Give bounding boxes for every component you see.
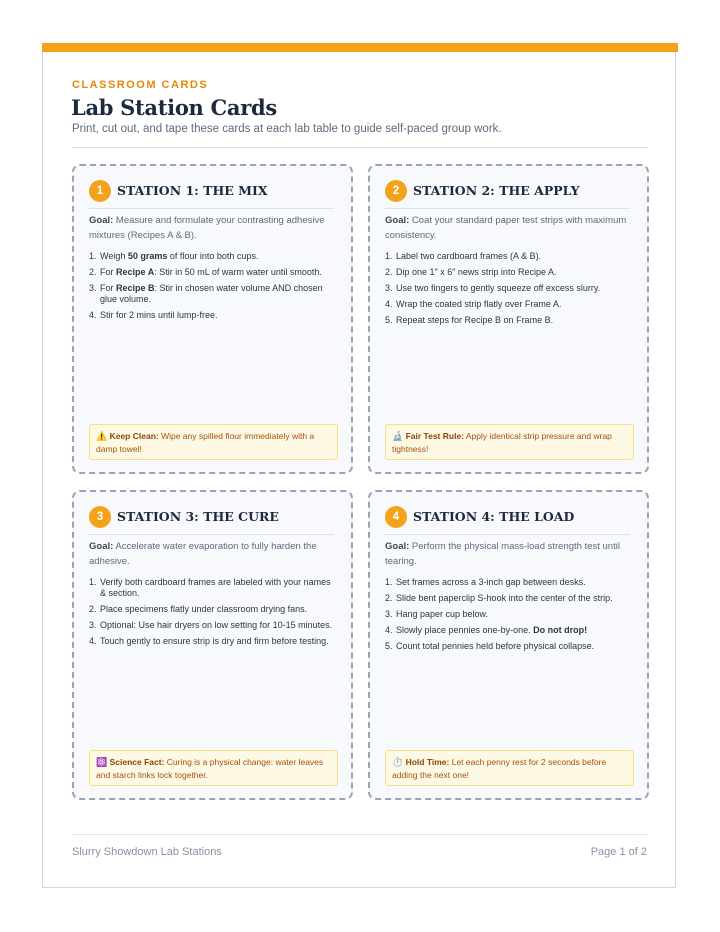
step-text: Repeat steps for Recipe B on Frame B.: [396, 315, 554, 325]
station-goal: [385, 213, 635, 243]
step-emphasis: Recipe B: [116, 283, 155, 293]
station-goal: [385, 539, 635, 569]
step-number: 4.: [385, 299, 393, 309]
step-number: 1.: [385, 577, 393, 587]
list-item: [385, 315, 633, 326]
station-callout: [89, 750, 338, 786]
station-callout: [385, 750, 634, 786]
list-item: [385, 283, 633, 294]
step-list: [385, 251, 633, 331]
step-text: Label two cardboard frames (A & B).: [396, 251, 542, 261]
list-item: [385, 625, 633, 636]
step-text: Weigh: [100, 251, 128, 261]
list-item: [385, 251, 633, 262]
callout-label: Keep Clean:: [109, 431, 159, 441]
step-number: 1.: [89, 577, 97, 587]
footer-divider: [72, 834, 648, 835]
step-number: 4.: [385, 625, 393, 635]
goal-label: Goal:: [89, 215, 114, 226]
list-item: [385, 299, 633, 310]
accent-bar: [42, 43, 678, 52]
goal-text: Coat your standard paper test strips with maximum consistency.: [385, 215, 627, 241]
step-text: Use two fingers to gently squeeze off excess slurry.: [396, 283, 601, 293]
footer-title: Slurry Showdown Lab Stations: [72, 846, 222, 858]
step-text: Stir for 2 mins until lump-free.: [100, 310, 218, 320]
step-number: 3.: [89, 283, 97, 293]
callout-text: Let each penny rest for 2 seconds before adding the next one!: [392, 757, 607, 780]
step-list: [385, 577, 633, 657]
step-number: 2.: [89, 604, 97, 614]
step-emphasis: 50 grams: [127, 251, 168, 261]
goal-text: Perform the physical mass-load strength test until tearing.: [385, 541, 620, 567]
step-text: Set frames across a 3-inch gap between desks.: [396, 577, 586, 587]
station-goal: [89, 539, 339, 569]
page: [42, 43, 676, 888]
kicker: CLASSROOM CARDS: [72, 79, 209, 91]
station-title: STATION 1: THE MIX: [117, 183, 268, 198]
station-divider: [385, 208, 630, 209]
station-divider: [385, 534, 630, 535]
list-item: [385, 593, 633, 604]
step-text: Hang paper cup below.: [396, 609, 489, 619]
list-item: [89, 636, 337, 647]
list-item: [89, 310, 337, 321]
step-text-end: : Stir in 50 mL of warm water until smooth.: [154, 267, 322, 277]
list-item: [89, 604, 337, 615]
station-card-2: [368, 164, 649, 474]
step-text: Verify both cardboard frames are labeled with your names & section.: [100, 577, 331, 598]
step-text: Wrap the coated strip flatly over Frame A.: [396, 299, 562, 309]
station-title: STATION 2: THE APPLY: [413, 183, 580, 198]
station-card-3: [72, 490, 353, 800]
step-number: 3.: [385, 609, 393, 619]
goal-label: Goal:: [89, 541, 114, 552]
step-number: 4.: [89, 310, 97, 320]
step-number: 1.: [385, 251, 393, 261]
callout-text: Wipe any spilled flour immediately with a damp towel!: [96, 431, 315, 454]
step-number: 5.: [385, 641, 393, 651]
page-subtitle: Print, cut out, and tape these cards at each lab table to guide self-paced group work.: [72, 123, 502, 135]
stopwatch-icon: ⏱️: [392, 758, 404, 768]
list-item: [89, 283, 337, 305]
atom-icon: ⚛️: [96, 758, 108, 768]
list-item: [89, 620, 337, 631]
station-number-badge: 2: [385, 180, 407, 202]
station-number-badge: 4: [385, 506, 407, 528]
callout-label: Fair Test Rule:: [405, 431, 465, 441]
step-number: 3.: [385, 283, 393, 293]
step-text: Place specimens flatly under classroom drying fans.: [100, 604, 308, 614]
callout-label: Hold Time:: [405, 757, 450, 767]
step-text: Slide bent paperclip S-hook into the center of the strip.: [396, 593, 613, 603]
list-item: [89, 251, 337, 262]
list-item: [385, 641, 633, 652]
step-text: For: [100, 283, 117, 293]
step-number: 2.: [385, 593, 393, 603]
step-text: Optional: Use hair dryers on low setting for 10-15 minutes.: [100, 620, 333, 630]
station-title: STATION 4: THE LOAD: [413, 509, 575, 524]
station-number-badge: 1: [89, 180, 111, 202]
list-item: [385, 609, 633, 620]
goal-text: Accelerate water evaporation to fully harden the adhesive.: [89, 541, 317, 567]
list-item: [89, 577, 337, 599]
goal-text: Measure and formulate your contrasting adhesive mixtures (Recipes A & B).: [89, 215, 325, 241]
step-number: 2.: [385, 267, 393, 277]
goal-label: Goal:: [385, 541, 410, 552]
step-text-end: : Stir in chosen water volume AND chosen glue volume.: [100, 283, 323, 304]
step-emphasis: Do not drop!: [533, 625, 588, 635]
step-text: Dip one 1" x 6" news strip into Recipe A.: [396, 267, 557, 277]
step-number: 4.: [89, 636, 97, 646]
callout-text: Apply identical strip pressure and wrap tightness!: [392, 431, 612, 454]
station-card-1: [72, 164, 353, 474]
step-text: For: [100, 267, 117, 277]
step-text-end: of flour into both cups.: [167, 251, 259, 261]
step-list: [89, 577, 337, 652]
step-text: Count total pennies held before physical collapse.: [396, 641, 595, 651]
list-item: [385, 267, 633, 278]
goal-label: Goal:: [385, 215, 410, 226]
warning-icon: ⚠️: [96, 432, 108, 442]
step-list: [89, 251, 337, 326]
step-text: Touch gently to ensure strip is dry and firm before testing.: [100, 636, 329, 646]
station-divider: [89, 208, 334, 209]
step-number: 1.: [89, 251, 97, 261]
step-number: 3.: [89, 620, 97, 630]
step-number: 5.: [385, 315, 393, 325]
step-emphasis: Recipe A: [116, 267, 155, 277]
step-text: Slowly place pennies one-by-one.: [396, 625, 534, 635]
page-title: Lab Station Cards: [71, 95, 277, 120]
list-item: [385, 577, 633, 588]
header-divider: [72, 147, 648, 148]
station-divider: [89, 534, 334, 535]
station-title: STATION 3: THE CURE: [117, 509, 279, 524]
station-callout: [385, 424, 634, 460]
step-number: 2.: [89, 267, 97, 277]
microscope-icon: 🔬: [392, 432, 404, 442]
callout-text: Curing is a physical change: water leaves and starch links lock together.: [96, 757, 324, 780]
list-item: [89, 267, 337, 278]
station-goal: [89, 213, 339, 243]
page-number: Page 1 of 2: [590, 846, 647, 858]
station-callout: [89, 424, 338, 460]
callout-label: Science Fact:: [109, 757, 165, 767]
station-card-4: [368, 490, 649, 800]
station-number-badge: 3: [89, 506, 111, 528]
